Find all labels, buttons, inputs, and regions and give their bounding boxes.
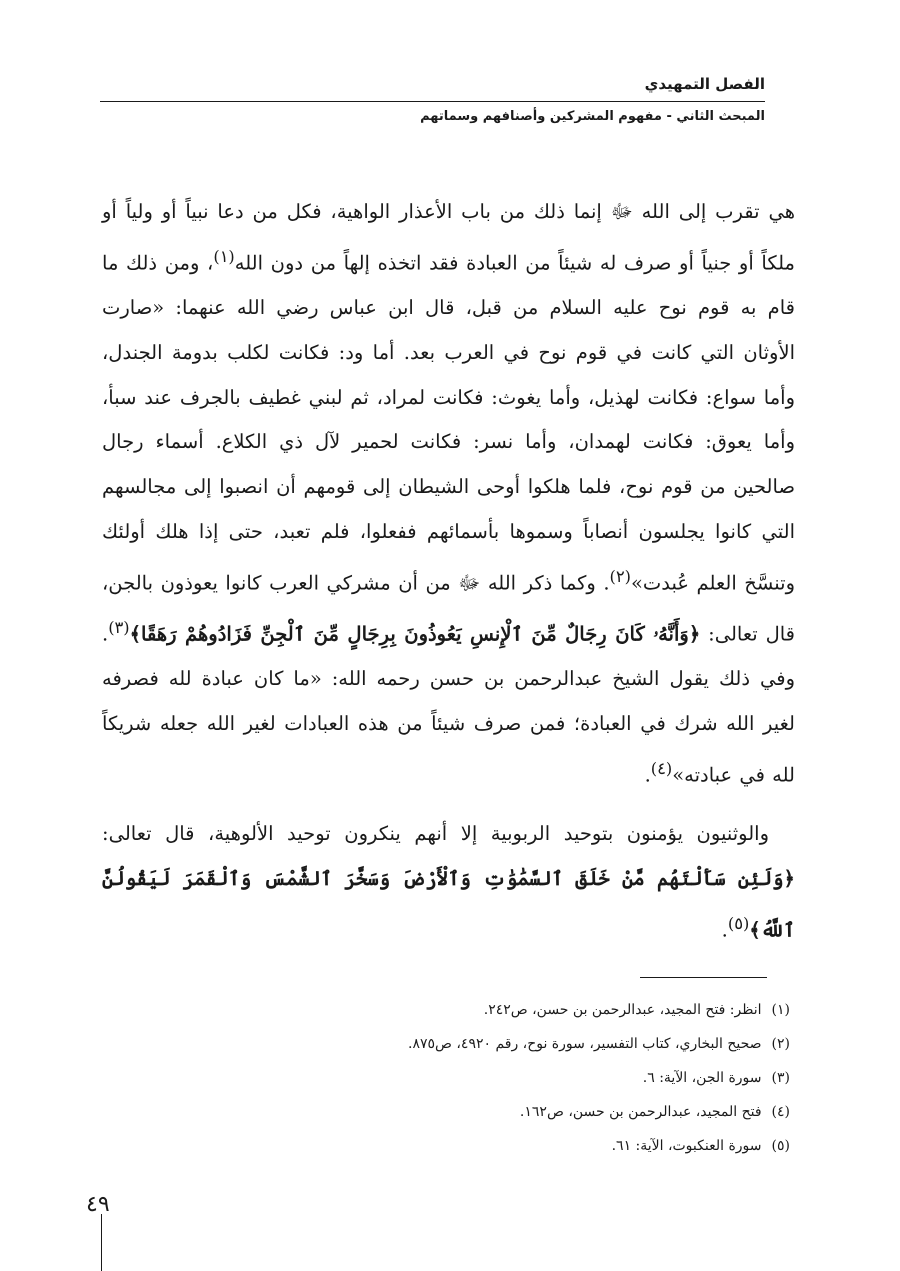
- footnote-number: (٤): [771, 1104, 790, 1120]
- footnote-ref-2: (٢): [609, 566, 631, 586]
- paragraph-1-part-d: . وفي ذلك يقول الشيخ عبدالرحمن بن حسن رحمه الله: «ما كان عبادة لله فصرفه لغير الله شرك في العبادة؛ فمن صرف شيئاً من هذه العبادات لغير الله جعله شريكاً لله في عبادته»: [102, 622, 795, 787]
- footnote-item: [150, 993, 790, 1027]
- footnote-text: سورة العنكبوت، الآية: ٦١.: [611, 1138, 762, 1154]
- footnote-text: فتح المجيد، عبدالرحمن بن حسن، ص١٦٢.: [519, 1104, 762, 1120]
- footnote-number: (٢): [771, 1036, 790, 1052]
- quran-verse-ankabut: ﴿وَلَئِن سَأَلْتَهُم مَّنْ خَلَقَ ٱلسَّمَٰوَٰتِ وَٱلْأَرْضَ وَسَخَّرَ ٱلشَّمْسَ وَٱلْقَمَرَ لَيَقُولُنَّ ٱللَّهُ﴾: [102, 867, 795, 942]
- footnote-text: سورة الجن، الآية: ٦.: [642, 1070, 762, 1086]
- footnote-ref-5: (٥): [727, 913, 750, 933]
- paragraph-1-part-a: هي تقرب إلى الله ﷻ إنما ذلك من باب الأعذار الواهية، فكل من دعا نبياً أو ولياً أو ملكاً أو جنياً أو صرف له شيئاً من العبادة فقد اتخذه إلهاً من دون الله: [102, 200, 795, 275]
- running-header: [100, 74, 765, 124]
- paragraph-1-part-c: . وكما ذكر الله ﷻ من أن مشركي العرب كانوا يعوذون بالجن، قال تعالى:: [102, 571, 795, 646]
- footnote-number: (٥): [771, 1138, 790, 1154]
- footnote-item: [150, 1061, 790, 1095]
- footnote-number: (١): [771, 1002, 790, 1018]
- paragraph-2: [102, 812, 795, 953]
- footnote-ref-1: (١): [213, 246, 235, 266]
- footnote-ref-4: (٤): [650, 759, 673, 779]
- paragraph-1-part-b: ، ومن ذلك ما قام به قوم نوح عليه السلام من قبل، قال ابن عباس رضي الله عنهما: «صارت الأوثان التي كانت في قوم نوح في العرب بعد. أما ود: فكانت لكلب بدومة الجندل، وأما سواع: فكانت لهذيل، وأما يغوث: فكانت لمراد، ثم لبني غطيف بالجرف عند سبأ، وأما يعوق: فكانت لهمدان، وأما نسر: فكانت لحمير لآل ذي الكلاع. أسماء رجال صالحين من قوم نوح، فلما هلكوا أوحى الشيطان إلى قومهم أن انصبوا إلى مجالسهم التي كانوا يجلسون أنصاباً وسموها بأسمائهم ففعلوا، فلم تعبد، حتى إذا هلك أولئك وتنسَّخ العلم عُبدت»: [102, 251, 795, 595]
- footnote-number: (٣): [771, 1070, 790, 1086]
- footnote-item: [150, 1129, 790, 1163]
- main-text: [102, 190, 795, 953]
- footnote-ref-3: (٣): [108, 618, 130, 638]
- footnote-item: [150, 1027, 790, 1061]
- section-title: المبحث الثاني - مفهوم المشركين وأصنافهم وسماتهم: [420, 109, 765, 124]
- page-number: ٤٩: [86, 1192, 110, 1217]
- paragraph-1-end: .: [644, 763, 651, 787]
- chapter-title: الفصل التمهيدي: [644, 75, 765, 93]
- footnote-text: انظر: فتح المجيد، عبدالرحمن بن حسن، ص٢٤٢.: [483, 1002, 762, 1018]
- paragraph-1: [102, 190, 795, 798]
- paragraph-2-part-a: والوثنيون يؤمنون بتوحيد الربوبية إلا أنهم ينكرون توحيد الألوهية، قال تعالى:: [102, 822, 769, 846]
- quran-verse-jinn: ﴿وَأَنَّهُۥ كَانَ رِجَالٌ مِّنَ ٱلْإِنسِ يَعُوذُونَ بِرِجَالٍ مِّنَ ٱلْجِنِّ فَزَادُوهُمْ رَهَقًا﴾: [129, 622, 701, 646]
- header-divider: [100, 101, 765, 102]
- margin-rule: [101, 1214, 102, 1271]
- footnote-text: صحيح البخاري، كتاب التفسير، سورة نوح، رقم ٤٩٢٠، ص٨٧٥.: [408, 1036, 762, 1052]
- footnote-divider: [640, 977, 767, 978]
- footnote-item: [150, 1095, 790, 1129]
- paragraph-2-end: .: [721, 918, 728, 942]
- footnotes: [150, 993, 790, 1163]
